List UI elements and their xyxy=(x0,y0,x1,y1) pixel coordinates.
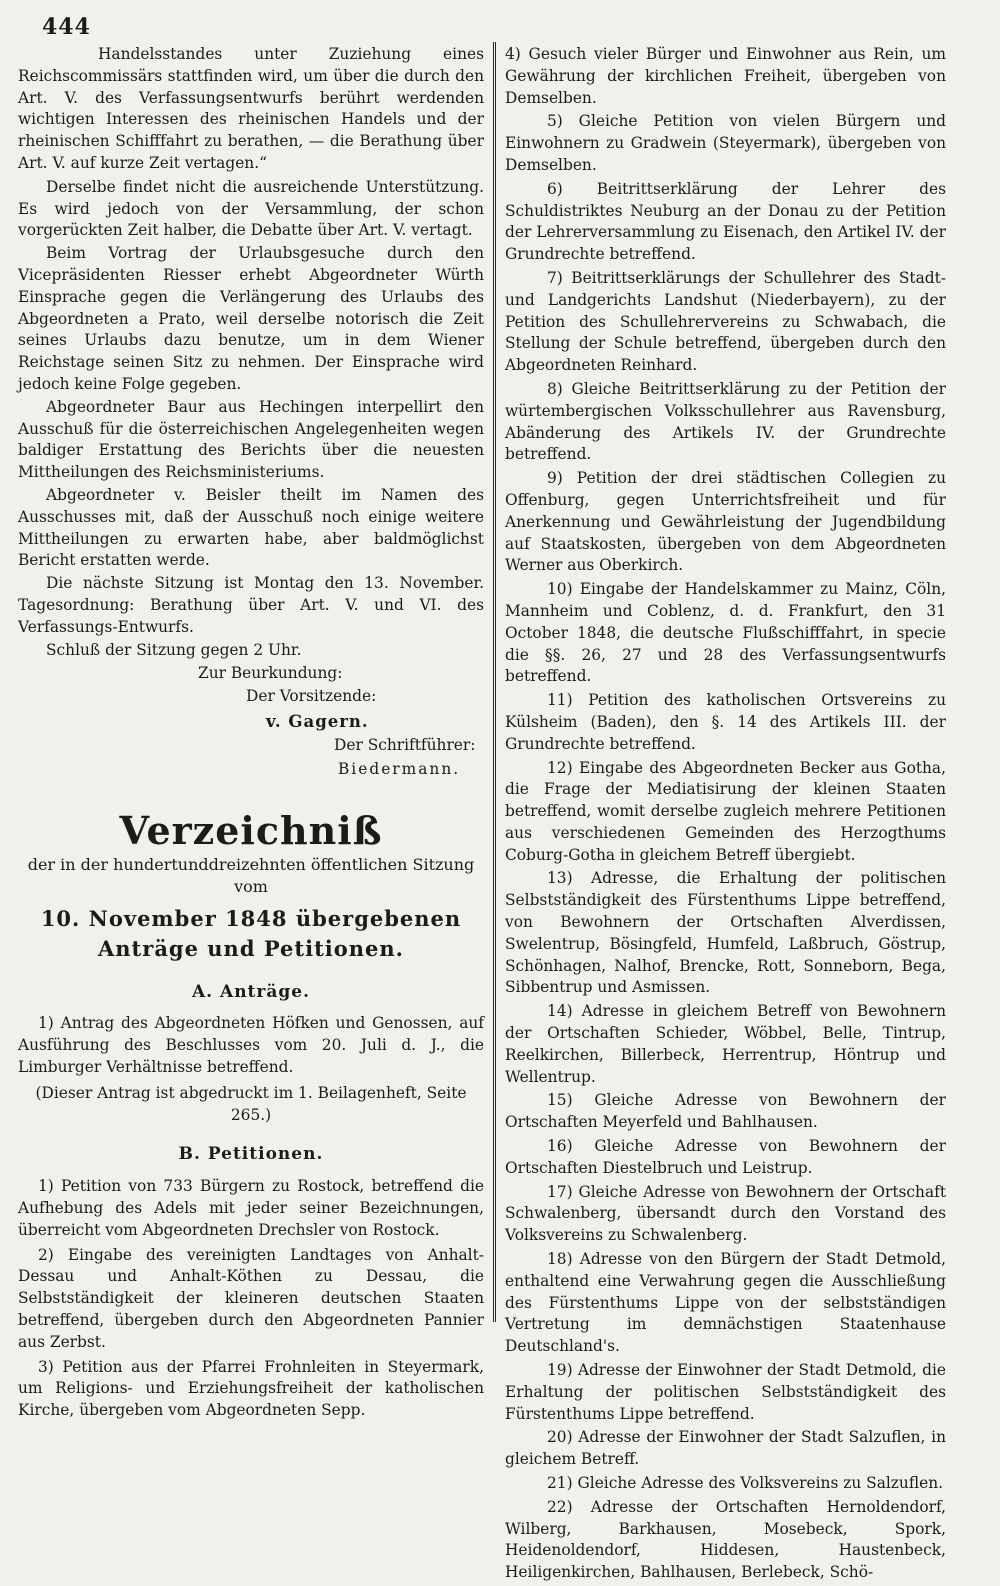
petition-item: 14) Adresse in gleichem Betreff von Bewohnern der Ortschaften Schieder, Wöbbel, Belle, Tintrup, Reelkirchen, Billerbeck, Herrentrup, Höntrup und Wellentrup. xyxy=(505,1002,946,1086)
petition-item: 9) Petition der drei städtischen Collegien zu Offenburg, gegen Unterrichtsfreiheit und für Anerkennung und Gewährleistung der Jugendbildung auf Staatskosten, übergeben von dem Abgeordneten Werner aus Oberkirch. xyxy=(505,469,946,575)
petition-item: 15) Gleiche Adresse von Bewohnern der Ortschaften Meyerfeld und Bahlhausen. xyxy=(505,1091,946,1132)
paragraph-naechste-sitzung: Die nächste Sitzung ist Montag den 13. November. Tagesordnung: Berathung über Art. V. und VI. des Verfassungs-Entwurfs. xyxy=(18,574,484,636)
petition-item: 5) Gleiche Petition von vielen Bürgern und Einwohnern zu Gradwein (Steyermark), übergeben von Demselben. xyxy=(505,112,946,174)
petition-item: 10) Eingabe der Handelskammer zu Mainz, Cöln, Mannheim und Coblenz, d. d. Frankfurt, den 31 October 1848, die deutsche Flußschifffahrt, in specie die §§. 26, 27 und 28 des Verfassungsentwurfs betreffend. xyxy=(505,580,946,686)
section-b-heading: B. Petitionen. xyxy=(178,1144,324,1165)
chairman-label: Der Vorsitzende: xyxy=(246,687,377,706)
petition-item: 19) Adresse der Einwohner der Stadt Detmold, die Erhaltung der politischen Selbstständigkeit des Fürstenthums Lippe betreffend. xyxy=(505,1361,946,1423)
petition-item: 1) Petition von 733 Bürgern zu Rostock, betreffend die Aufhebung des Adels mit jeder seiner Bezeichnungen, überreicht vom Abgeordneten Drechsler von Rostock. xyxy=(18,1177,484,1239)
signature-block xyxy=(18,663,484,780)
section-subtitle: der in der hundertunddreizehnten öffentlichen Sitzung vom xyxy=(27,855,475,896)
paragraph-urlaubsgesuche: Beim Vortrag der Urlaubsgesuche durch den Vicepräsidenten Riesser erhebt Abgeordneter Würth Einsprache gegen die Verlängerung des Urlaubs des Abgeordneten a Prato, weil derselbe notorisch die Zeit seines Urlaubs dazu benutze, um in dem Wiener Reichstage seinen Sitz zu nehmen. Der Einsprache wird jedoch keine Folge gegeben. xyxy=(18,244,484,393)
section-a-heading: A. Anträge. xyxy=(191,981,311,1002)
chairman-name: v. Gagern. xyxy=(266,711,369,731)
antrag-note: (Dieser Antrag ist abgedruckt im 1. Beilagenheft, Seite 265.) xyxy=(35,1083,467,1124)
paragraph-vertagung: Derselbe findet nicht die ausreichende Unterstützung. Es wird jedoch von der Versammlung, der schon vorgerückten Zeit halber, die Debatte über Art. V. vertagt. xyxy=(18,177,484,240)
left-column xyxy=(18,44,484,1425)
secretary-name: Biedermann. xyxy=(338,759,461,778)
petition-item: 2) Eingabe des vereinigten Landtages von Anhalt-Dessau und Anhalt-Köthen zu Dessau, die Selbstständigkeit der kleineren deutschen Staaten betreffend, übergeben durch den Abgeordneten Pannier aus Zerbst. xyxy=(18,1245,484,1351)
secretary-label: Der Schriftführer: xyxy=(334,735,476,754)
petition-item: 7) Beitrittserklärungs der Schullehrer des Stadt- und Landgerichts Landshut (Niederbayern), zu der Petition des Schullehrervereins zu Schwabach, die Stellung der Schule betreffend, übergeben durch den Abgeordneten Reinhard. xyxy=(505,268,946,375)
petition-item: 3) Petition aus der Pfarrei Frohnleiten in Steyermark, um Religions- und Erziehungsfreiheit der katholischen Kirche, übergeben vom Abgeordneten Sepp. xyxy=(18,1357,484,1420)
petition-item: 17) Gleiche Adresse von Bewohnern der Ortschaft Schwalenberg, übersandt durch den Vorstand des Volksvereins zu Schwalenberg. xyxy=(505,1182,946,1245)
section-title: Verzeichniß xyxy=(119,808,383,854)
petition-item: 16) Gleiche Adresse von Bewohnern der Ortschaften Diestelbruch und Leistrup. xyxy=(505,1137,946,1177)
continued-paragraph: Handelsstandes unter Zuziehung eines Reichscommissärs stattfinden wird, um über die durch den Art. V. des Verfassungsentwurfs berührt werdenden wichtigen Interessen des rheinischen Handels und der rheinischen Schifffahrt zu berathen, — die Berathung über Art. V. auf kurze Zeit vertagen.“ xyxy=(18,45,484,172)
right-column xyxy=(505,44,946,1586)
petition-item: 6) Beitrittserklärung der Lehrer des Schuldistriktes Neuburg an der Donau zu der Petition der Lehrerversammlung zu Eisenach, den Artikel IV. der Grundrechte betreffend. xyxy=(505,179,946,264)
paragraph-interpellation: Abgeordneter Baur aus Hechingen interpellirt den Ausschuß für die österreichischen Angelegenheiten wegen baldiger Erstattung des Berichts über die neuesten Mittheilungen des Reichsministeriums. xyxy=(18,397,484,482)
petition-item: 11) Petition des katholischen Ortsvereins zu Külsheim (Baden), den §. 14 des Artikels III. der Grundrechte betreffend. xyxy=(505,691,946,753)
paragraph-ausschuss: Abgeordneter v. Beisler theilt im Namen des Ausschusses mit, daß der Ausschuß noch einige weitere Mittheilungen zu erwarten habe, aber baldmöglichst Bericht erstatten werde. xyxy=(18,485,484,570)
petition-item: 12) Eingabe des Abgeordneten Becker aus Gotha, die Frage der Mediatisirung der kleinen Staaten betreffend, womit derselbe zugleich mehrere Petitionen aus verschiedenen Gemeinden des Herzogthums Coburg-Gotha in gleichem Betreff übergiebt. xyxy=(505,758,946,864)
section-date-heading: 10. November 1848 übergebenen Anträge und Petitionen. xyxy=(40,905,462,961)
petition-item: 8) Gleiche Beitrittserklärung zu der Petition der würtembergischen Volksschullehrer aus Ravensburg, Abänderung des Artikels IV. der Grundrechte betreffend. xyxy=(505,379,946,464)
petition-item: 20) Adresse der Einwohner der Stadt Salzuflen, in gleichem Betreff. xyxy=(505,1428,946,1469)
petition-item: 4) Gesuch vieler Bürger und Einwohner aus Rein, um Gewährung der kirchlichen Freiheit, übergeben von Demselben. xyxy=(505,45,946,107)
antrag-item: 1) Antrag des Abgeordneten Höfken und Genossen, auf Ausführung des Beschlusses vom 20. Juli d. J., die Limburger Verhältnisse betreffend. xyxy=(18,1014,484,1077)
column-divider xyxy=(493,42,496,1322)
page-number: 444 xyxy=(42,14,91,40)
petition-item: 18) Adresse von den Bürgern der Stadt Detmold, enthaltend eine Verwahrung gegen die Ausschließung des Fürstenthums Lippe von der selbstständigen Vertretung im demnächstigen Staatenhause Deutschland's. xyxy=(505,1250,946,1356)
petition-item: 13) Adresse, die Erhaltung der politischen Selbstständigkeit des Fürstenthums Lippe betreffend, von Bewohnern der Ortschaften Alverdissen, Swelentrup, Bösingfeld, Humfeld, Laßbruch, Göstrup, Schönhagen, Nalhof, Brencke, Rott, Sonneborn, Bega, Sibbentrup und Asmissen. xyxy=(505,869,946,997)
petition-item: 21) Gleiche Adresse des Volksvereins zu Salzuflen. xyxy=(547,1474,943,1492)
petition-item: 22) Adresse der Ortschaften Hernoldendorf, Wilberg, Barkhausen, Mosebeck, Spork, Heidenoldendorf, Hiddesen, Haustenbeck, Heiligenkirchen, Bahlhausen, Berlebeck, Schö- xyxy=(505,1497,946,1582)
signature-intro: Zur Beurkundung: xyxy=(198,664,343,683)
paragraph-schluss: Schluß der Sitzung gegen 2 Uhr. xyxy=(46,640,302,659)
